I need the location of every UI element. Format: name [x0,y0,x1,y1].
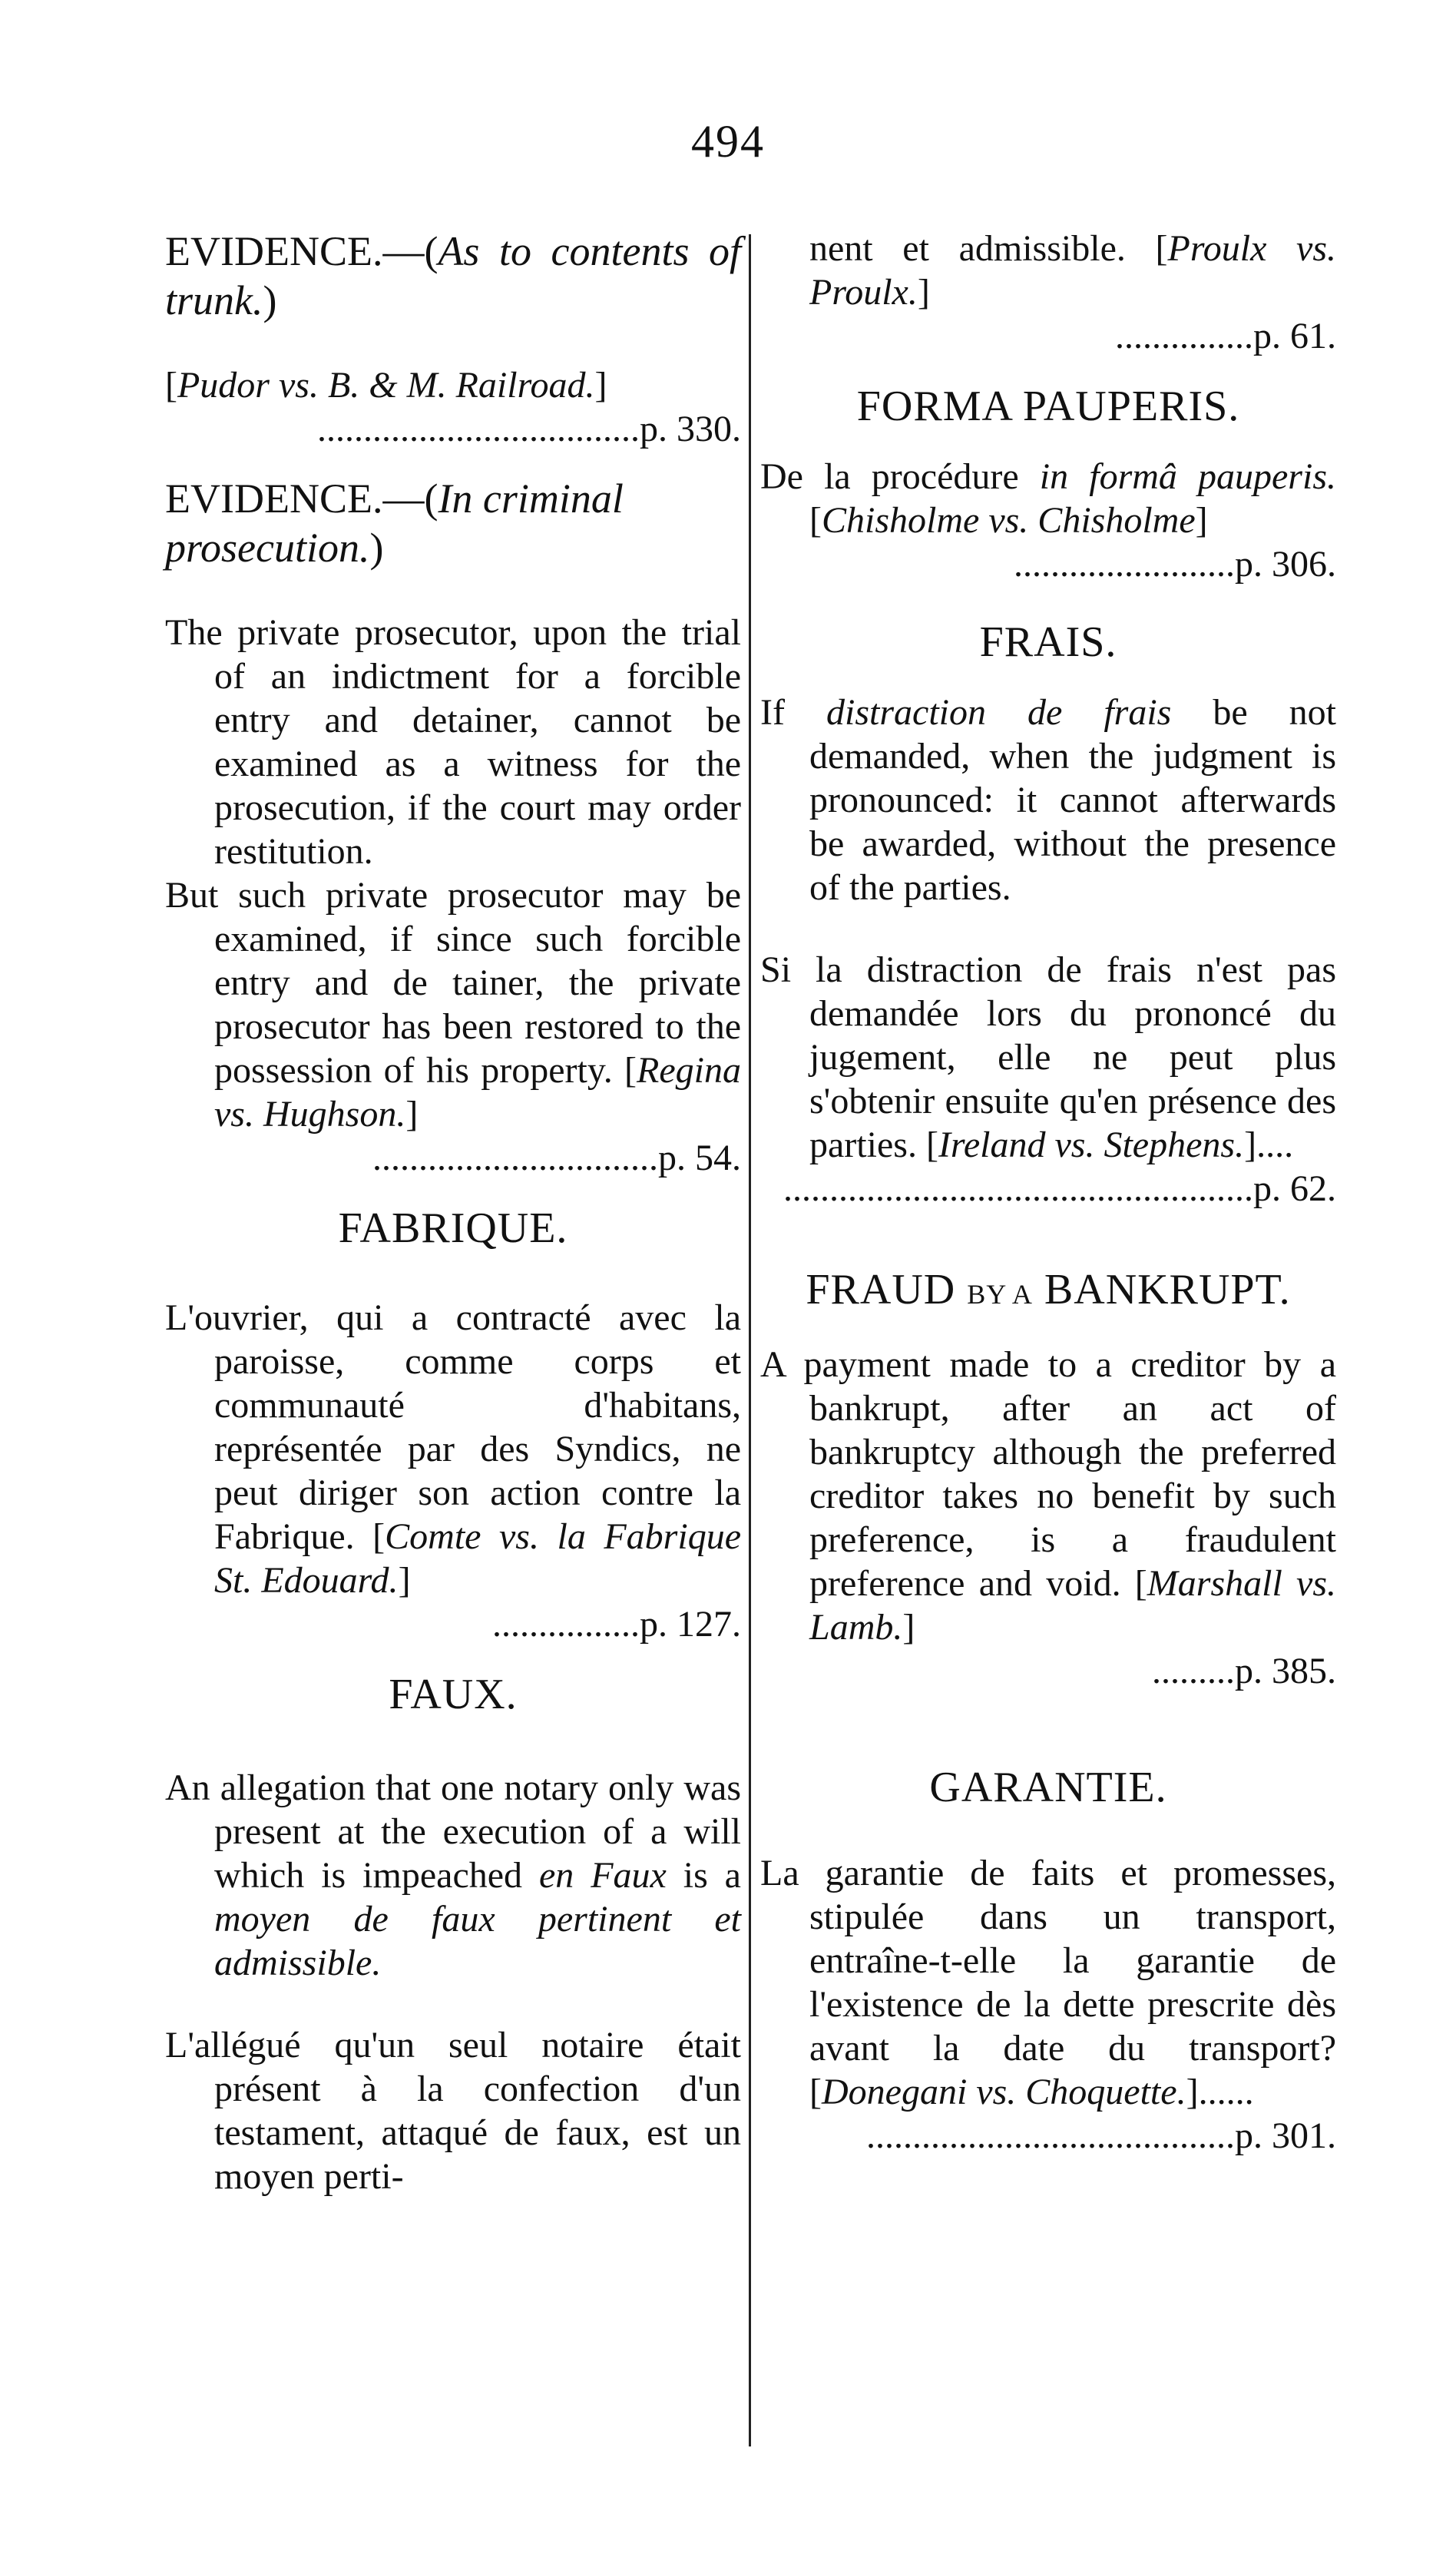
fraud-bankrupt-heading [760,1264,1336,1320]
heading-text: EVIDENCE.—( [165,228,438,274]
evidence-criminal-heading [165,474,741,572]
bracket-close: ] [405,1094,419,1135]
frais-heading: FRAIS. [979,618,1117,666]
heading-close: ) [369,525,384,571]
paragraph-text: If [760,692,826,733]
page-reference: ...................................................p. 62. [783,1168,1336,1209]
italic-term: in formâ pauperis. [1039,456,1337,497]
pudor-citation [165,363,741,451]
forma-pauperis-heading: FORMA PAUPERIS. [856,383,1240,430]
fabrique-paragraph [165,1296,741,1602]
bracket-open: [ [165,365,177,406]
case-name: Donegani vs. Choquette. [821,2072,1186,2112]
faux-heading: FAUX. [389,1671,518,1718]
italic-term: distraction de frais [826,692,1172,733]
bracket-close: ] [594,365,607,406]
case-name: Regina vs. Hughson. [214,1050,741,1135]
page-reference: ...............p. 61. [1115,316,1336,356]
page-reference: ................p. 127. [492,1604,741,1645]
faux-paragraph-english [165,1766,741,1985]
paragraph-text: be not demanded, when the judgment is pronounced: it cannot afterwards be awarded, without the presence of the parties. [809,692,1337,908]
bracket-open: [ [1125,228,1168,269]
fraud-paragraph [760,1343,1336,1649]
faux-paragraph-french: L'allégué qu'un seul notaire était présent à la confection d'un testament, attaqué de faux, est un moyen perti- [165,2025,741,2197]
paragraph-text: A payment made to a creditor by a bankrupt, after an act of bankruptcy although the preferred creditor takes no benefit by such preference, is a fraudulent preference and void. [760,1344,1336,1604]
case-name: Comte vs. la Fabrique St. Edouard. [214,1516,742,1601]
fabrique-heading: FABRIQUE. [338,1204,568,1252]
bracket-open: [ [612,1050,637,1091]
bracket-close: ] [902,1607,915,1648]
paragraph-text: De la procédure [760,456,1040,497]
left-column [165,227,741,2198]
heading-subject: As to contents of trunk. [165,228,741,323]
bracket-open: [ [1120,1563,1147,1604]
evidence-trunk-heading [165,227,741,325]
page-reference: .........p. 385. [1152,1651,1336,1691]
paragraph-text: But such private prosecutor may be examined, if since such forcible entry and de tainer, the private prosecutor has been restored to the possession of his property. [165,875,741,1091]
pudor-ref-line [165,363,741,407]
heading-subject: In criminal prosecution. [165,475,624,571]
case-name: Ireland vs. Stephens. [938,1125,1245,1165]
paragraph-text: An allegation that one notary only was present at the execution of a will which is impeached [165,1767,741,1896]
heading-small-caps: BY A [967,1279,1033,1310]
garantie-heading: GARANTIE. [929,1764,1167,1811]
right-column [760,227,1336,2158]
page-reference: ...............................p. 54. [372,1138,741,1178]
paragraph-text: L'ouvrier, qui a contracté avec la paroisse, comme corps et communauté d'habitans, représentée par des Syndics, ne peut diriger son action contre la Fabrique. [165,1297,741,1557]
bracket-close: ].... [1244,1125,1294,1165]
bracket-close: ] [917,272,930,313]
paragraph-text: Si la distraction de frais n'est pas demandée lors du prononcé du jugement, elle ne peut plus s'obtenir ensuite qu'en présence des parties. [760,949,1336,1165]
page-number: 494 [691,116,765,167]
paragraph-text: nent et admissible. [809,228,1126,269]
criminal-paragraph-2 [165,873,741,1136]
column-divider [749,234,751,2446]
criminal-paragraph-1: The private prosecutor, upon the trial of an indictment for a forcible entry and detainer, cannot be examined as a witness for the prosecution, if the court may order restitution. [165,612,741,872]
bracket-close: ] [1195,500,1208,541]
paragraph-text: La garantie de faits et promesses, stipulée dans un transport, entraîne-t-elle la garantie de l'existence de la dette prescrite dès avant la date du transport? [760,1853,1336,2069]
bracket-close: ]...... [1186,2072,1254,2112]
frais-paragraph-english [760,691,1336,909]
page-reference: ...................................p. 330. [317,409,741,449]
heading-text: FRAUD [806,1266,968,1313]
bracket-open: [ [809,500,822,541]
faux-continuation [760,227,1336,314]
page-reference: ........................................p. 301. [866,2115,1336,2156]
bracket-open: [ [809,2072,822,2112]
italic-term: en Faux [538,1855,667,1896]
garantie-paragraph [760,1851,1336,2114]
bracket-open: [ [916,1125,938,1165]
paragraph-text: is a [666,1855,741,1896]
italic-term: moyen de faux pertinent et admissible. [214,1899,741,1983]
heading-text: BANKRUPT. [1032,1266,1291,1313]
frais-paragraph-french [760,948,1336,1167]
heading-text: EVIDENCE.—( [165,475,438,522]
case-name: Pudor vs. B. & M. Railroad. [177,365,595,406]
forma-paragraph [760,455,1336,542]
page-reference: ........................p. 306. [1014,544,1336,585]
bracket-open: [ [354,1516,386,1557]
case-name: Chisholme vs. Chisholme [821,500,1196,541]
case-name: Proulx vs. Proulx. [809,228,1337,313]
case-name: Marshall vs. Lamb. [809,1563,1337,1648]
bracket-close: ] [398,1560,411,1601]
heading-close: ) [263,277,277,323]
